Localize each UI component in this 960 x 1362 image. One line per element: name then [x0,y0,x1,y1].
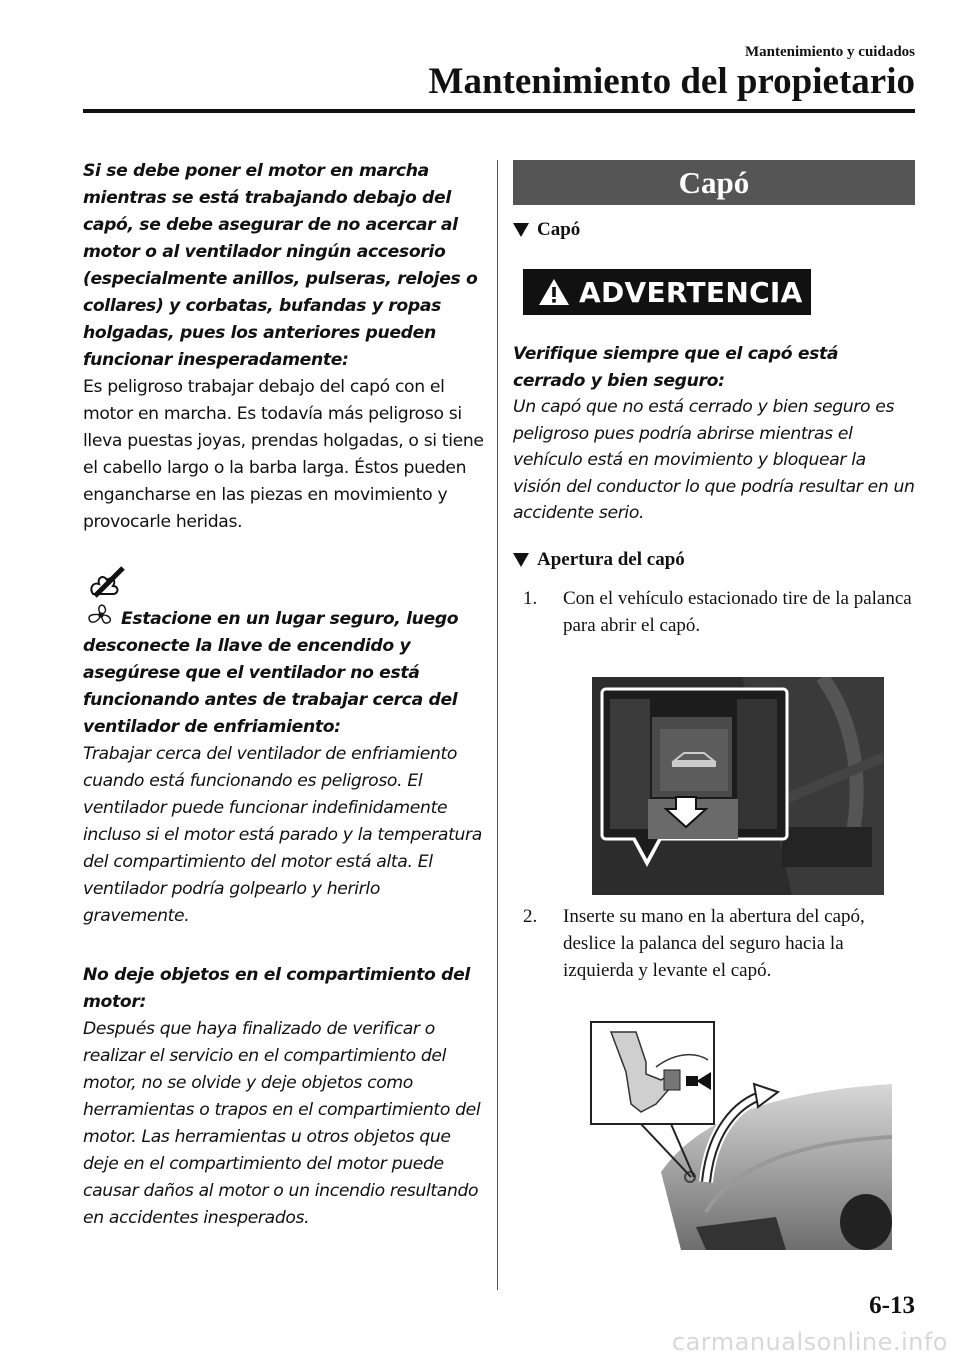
header-section: Mantenimiento y cuidados [744,44,915,60]
column-divider [497,160,498,1290]
header-rule [83,109,915,113]
watermark: carmanualsonline.info [671,1328,948,1356]
hood-closed-warning-heading: Verifique siempre que el capó está cerrado y bien seguro: [513,344,839,391]
fan-warning [83,564,485,930]
hood-closed-warning-body: Un capó que no está cerrado y bien seguro es peligroso pues podría abrirse mientras el vehículo está en movimiento y bloquear la visión del conductor lo que podría resultar en un accidente serio. [513,397,915,523]
fan-warning-body: Trabajar cerca del ventilador de enfriamiento cuando está funcionando es peligroso. El ventilador puede funcionar indefinidamente incluso si el motor está parado y la temperatura del compartimiento del motor está alta. El ventilador podría golpearlo y herirlo gravemente. [83,744,482,926]
header-title: Mantenimiento del propietario [428,61,915,102]
hood-release-lever-photo [592,677,884,895]
triangle-bullet-icon [513,553,529,567]
hood-closed-warning [513,341,915,527]
subheading-capo: Capó [513,219,915,241]
fan-warning-heading: Estacione en un lugar seguro, luego desconecte la llave de encendido y asegúrese que el ventilador no está funcionando antes de trabajar cerca del ventilador de enfriamiento: [83,609,459,737]
objects-warning-heading: No deje objetos en el compartimiento del motor: [83,965,470,1012]
triangle-bullet-icon [513,223,529,237]
step-2: 2. Inserte su mano en la abertura del capó, deslice la palanca del seguro hacia la izquierda y levante el capó. [523,906,865,981]
left-column [83,158,485,1232]
warning-badge: ADVERTENCIA [523,269,811,315]
hood-engine-warning-body: Es peligroso trabajar debajo del capó con el motor en marcha. Es todavía más peligroso si lleva puestas joyas, prendas holgadas, o si tiene el cabello largo o la barba larga. Éstos pueden engancharse en las piezas en movimiento y provocarle heridas. [83,377,484,532]
fan-prohibited-icon [87,564,127,600]
hood-engine-warning-heading: Si se debe poner el motor en marcha mientras se está trabajando debajo del capó, se debe asegurar de no acercar al motor o al ventilador ningún accesorio (especialmente anillos, pulseras, relojes o collares) y corbatas, bufandas y ropas holgadas, pues los anteriores pueden funcionar inesperadamente: [83,161,478,370]
fan-icon [83,602,119,628]
hood-latch-photo [586,1012,892,1250]
section-banner: Capó [513,160,915,205]
page-number: 6-13 [869,1292,915,1319]
objects-warning-body: Después que haya finalizado de verificar o realizar el servicio en el compartimiento del motor, no se olvide y deje objetos como herramientas o trapos en el compartimiento del motor. Las herramientas u otros objetos que deje en el compartimiento del motor puede causar daños al motor o un incendio resultando en accidentes inesperados. [83,1019,481,1228]
subheading-apertura: Apertura del capó [513,549,915,571]
step-1: 1. Con el vehículo estacionado tire de la palanca para abrir el capó. [523,587,912,636]
right-column [513,160,915,639]
warning-triangle-icon [537,277,571,307]
